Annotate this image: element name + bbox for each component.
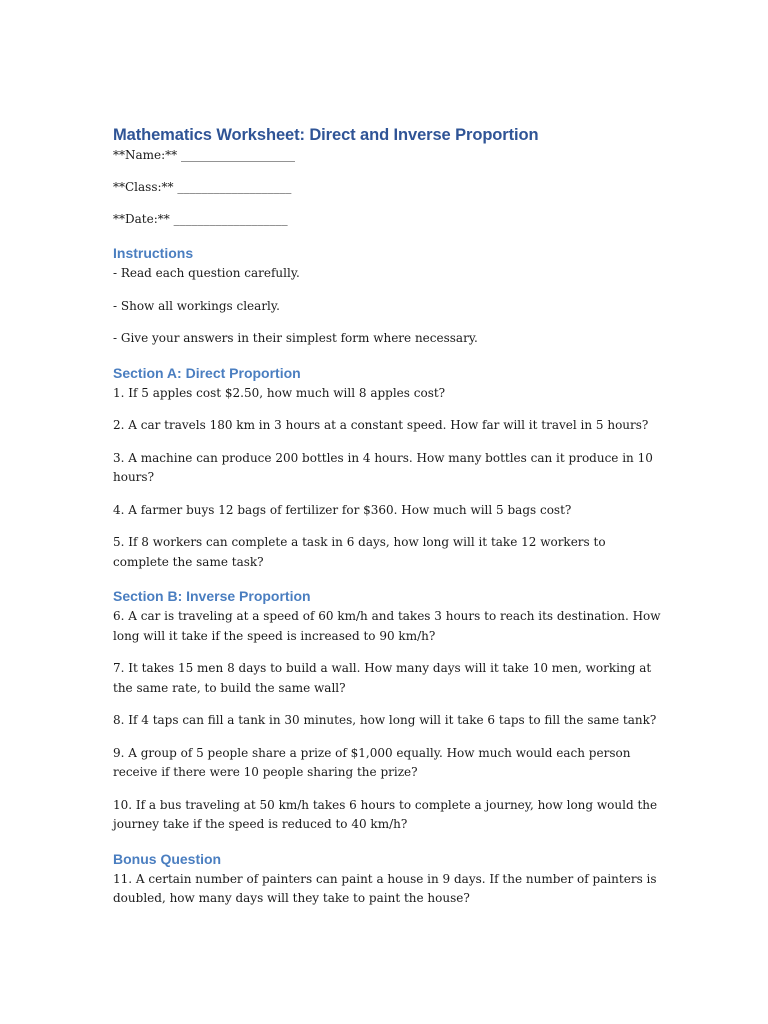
question-6: 6. A car is traveling at a speed of 60 km/h and takes 3 hours to reach its destination. How long will it take if the speed is increased to 90 km/h? [113, 609, 661, 643]
worksheet-body [113, 124, 661, 922]
section-a-heading: Section A: Direct Proportion [113, 364, 301, 381]
date-field [113, 210, 661, 230]
section-b-heading: Section B: Inverse Proportion [113, 588, 311, 604]
question-5: 5. If 8 workers can complete a task in 6 days, how long will it take 12 workers to complete the same task? [113, 535, 606, 569]
instruction-item: - Show all workings clearly. [113, 298, 280, 313]
question-8: 8. If 4 taps can fill a tank in 30 minutes, how long will it take 6 taps to fill the same tank? [113, 713, 657, 727]
instruction-item: - Read each question carefully. [113, 266, 300, 280]
date-blank: ___________________ [173, 212, 288, 226]
question-11: 11. A certain number of painters can paint a house in 9 days. If the number of painters is doubled, how many days will they take to paint the house? [113, 871, 657, 905]
worksheet-title: Mathematics Worksheet: Direct and Inverse Proportion [113, 126, 539, 144]
class-blank: ___________________ [177, 180, 292, 194]
question-7: 7. It takes 15 men 8 days to build a wall. How many days will it take 10 men, working at the same rate, to build the same wall? [113, 661, 652, 695]
question-3: 3. A machine can produce 200 bottles in 4 hours. How many bottles can it produce in 10 hours? [113, 450, 653, 484]
question-10: 10. If a bus traveling at 50 km/h takes 6 hours to complete a journey, how long would the journey take if the speed is reduced to 40 km/h? [113, 797, 658, 831]
class-field [113, 178, 661, 198]
name-blank: ___________________ [181, 148, 296, 162]
instructions-heading: Instructions [113, 245, 194, 261]
question-2: 2. A car travels 180 km in 3 hours at a constant speed. How far will it travel in 5 hours? [113, 418, 649, 432]
instruction-item: - Give your answers in their simplest form where necessary. [113, 331, 478, 345]
class-label: **Class:** [113, 180, 174, 194]
bonus-heading: Bonus Question [113, 850, 222, 867]
date-label: **Date:** [113, 212, 170, 226]
name-label: **Name:** [113, 148, 178, 162]
question-4: 4. A farmer buys 12 bags of fertilizer for $360. How much will 5 bags cost? [113, 502, 572, 517]
name-field [113, 146, 661, 166]
question-1: 1. If 5 apples cost $2.50, how much will 8 apples cost? [113, 385, 446, 400]
question-9: 9. A group of 5 people share a prize of $1,000 equally. How much would each person receive if there were 10 people sharing the prize? [113, 745, 631, 779]
